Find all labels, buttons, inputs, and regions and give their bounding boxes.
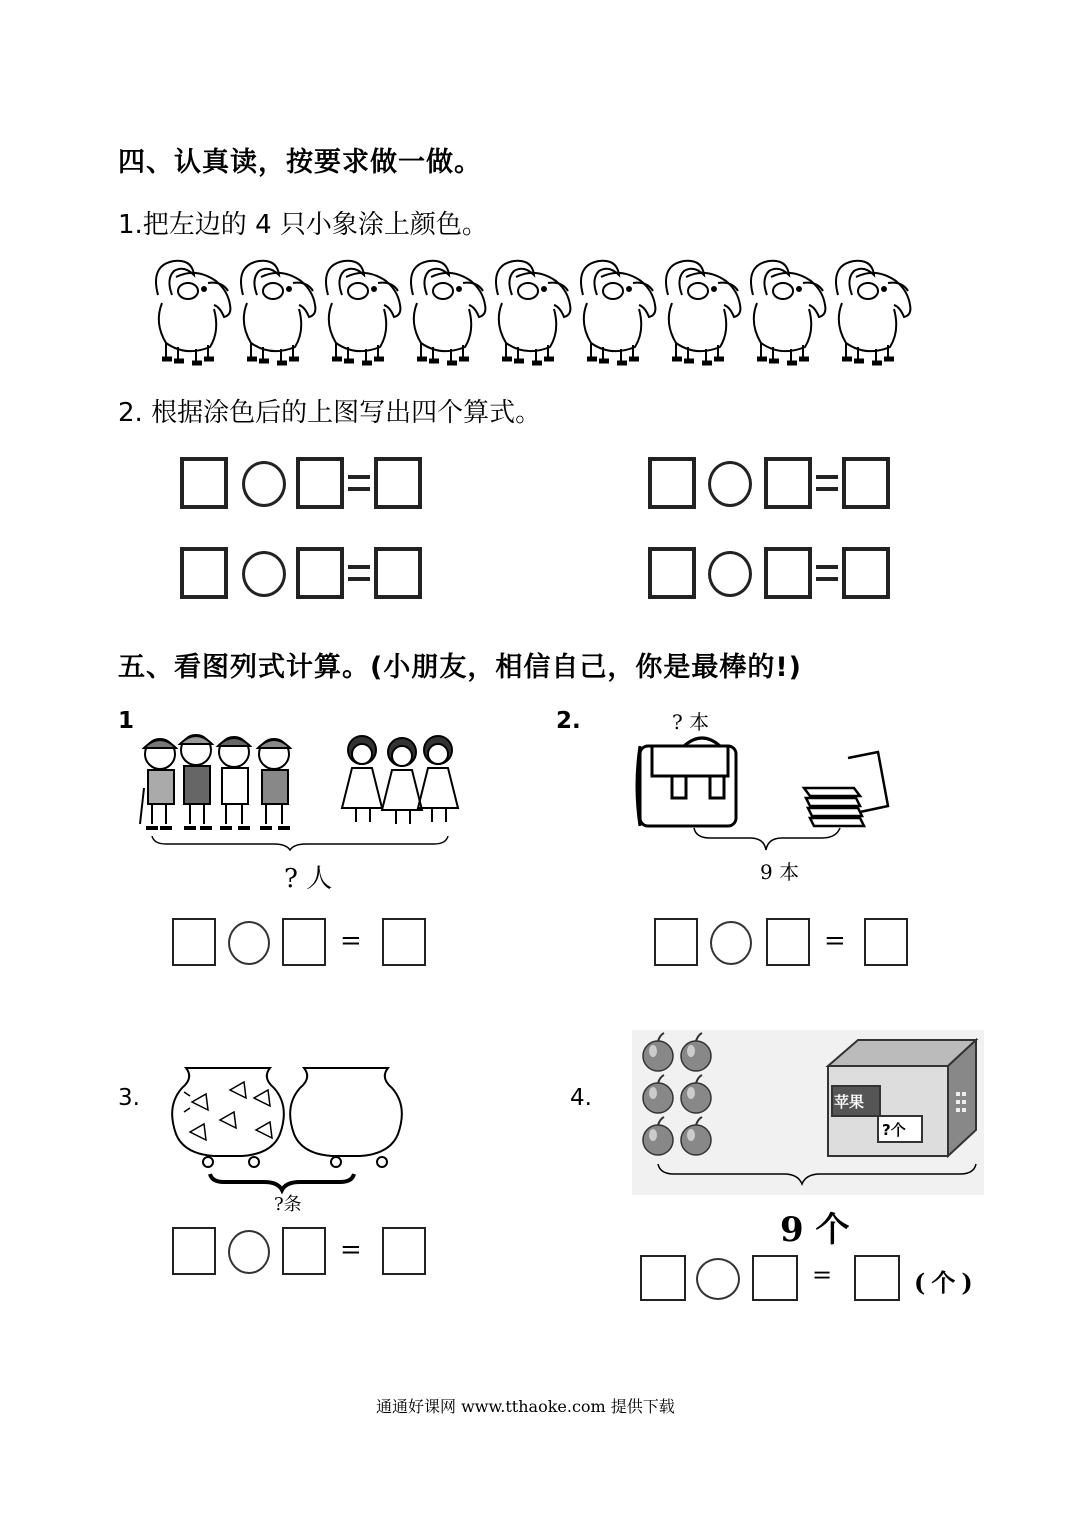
equals-bar-top (816, 475, 838, 479)
section-five-heading: 五、看图列式计算。(小朋友，相信自己，你是最棒的!) (118, 652, 802, 683)
answer-box[interactable] (382, 918, 426, 966)
apple-box-panel (632, 1030, 984, 1195)
box-tag-text: ?个 (882, 1121, 906, 1139)
box-illustration (632, 1030, 984, 1195)
equals-bar-bottom (816, 577, 838, 581)
answer-box[interactable] (172, 918, 216, 966)
question-two-text: 2. 根据涂色后的上图写出四个算式。 (118, 398, 542, 428)
operator-circle[interactable] (696, 1258, 740, 1300)
answer-box[interactable] (640, 1255, 686, 1301)
answer-box[interactable] (752, 1255, 798, 1301)
question-one-text: 1.把左边的 4 只小象涂上颜色。 (118, 210, 488, 240)
problem-four-label: 9 个 (780, 1210, 850, 1250)
elephant-icon[interactable] (836, 261, 910, 363)
operator-circle[interactable] (708, 551, 752, 597)
equation-row-4c (178, 545, 428, 601)
problem-four-number: 4. (570, 1085, 592, 1111)
answer-box[interactable] (282, 1227, 326, 1275)
equals-bar-bottom (348, 487, 370, 491)
elephant-icon[interactable] (241, 261, 315, 363)
operator-circle[interactable] (228, 1230, 270, 1274)
answer-box[interactable] (842, 547, 890, 599)
answer-box[interactable] (766, 918, 810, 966)
problem-three-label: ?条 (274, 1194, 302, 1215)
fish-bowls-illustration (168, 1062, 408, 1192)
answer-box[interactable] (180, 547, 228, 599)
elephant-icon[interactable] (666, 261, 740, 363)
elephant-row (148, 255, 918, 385)
equation-row-5-1 (172, 918, 432, 968)
box-label-text: 苹果 (834, 1093, 865, 1111)
children-illustration (130, 728, 470, 853)
answer-box[interactable] (854, 1255, 900, 1301)
unit-label: (个) (914, 1268, 979, 1297)
equals-sign: = (824, 926, 846, 956)
operator-circle[interactable] (708, 461, 752, 507)
section-four-heading: 四、认真读，按要求做一做。 (118, 147, 482, 178)
equals-bar-top (348, 475, 370, 479)
answer-box[interactable] (764, 547, 812, 599)
footer-text: 通通好课网 www.tthaoke.com 提供下载 (376, 1397, 675, 1416)
problem-two-number: 2. (556, 708, 581, 734)
equals-bar-bottom (348, 577, 370, 581)
elephant-icon[interactable] (496, 261, 570, 363)
equation-row-5-3 (172, 1227, 432, 1277)
answer-box[interactable] (296, 547, 344, 599)
answer-box[interactable] (648, 547, 696, 599)
answer-box[interactable] (764, 457, 812, 509)
equals-sign: = (340, 926, 362, 956)
problem-two-top-label: ? 本 (672, 710, 710, 734)
equation-row-4d (646, 545, 896, 601)
equals-bar-top (348, 565, 370, 569)
schoolbag-books-illustration (632, 728, 892, 856)
equation-row-5-4 (640, 1255, 1010, 1305)
problem-three-number: 3. (118, 1085, 140, 1111)
answer-box[interactable] (864, 918, 908, 966)
elephant-icon[interactable] (326, 261, 400, 363)
problem-one-number: 1 (118, 708, 135, 734)
answer-box[interactable] (842, 457, 890, 509)
problem-one-label: ? 人 (284, 864, 333, 894)
answer-box[interactable] (282, 918, 326, 966)
elephant-icon[interactable] (751, 261, 825, 363)
operator-circle[interactable] (228, 921, 270, 965)
answer-box[interactable] (654, 918, 698, 966)
problem-two-bottom-label: 9 本 (760, 860, 800, 884)
equation-row-5-2 (654, 918, 914, 968)
operator-circle[interactable] (242, 551, 286, 597)
equals-bar-bottom (816, 487, 838, 491)
elephant-icon[interactable] (156, 261, 230, 363)
equals-sign: = (340, 1235, 362, 1265)
answer-box[interactable] (374, 547, 422, 599)
equals-bar-top (816, 565, 838, 569)
answer-box[interactable] (296, 457, 344, 509)
answer-box[interactable] (180, 457, 228, 509)
equation-row-4b (646, 455, 896, 511)
elephant-illustrations (148, 255, 918, 385)
answer-box[interactable] (172, 1227, 216, 1275)
elephant-icon[interactable] (581, 261, 655, 363)
operator-circle[interactable] (242, 461, 286, 507)
elephant-icon[interactable] (411, 261, 485, 363)
operator-circle[interactable] (710, 921, 752, 965)
answer-box[interactable] (382, 1227, 426, 1275)
answer-box[interactable] (648, 457, 696, 509)
equation-row-4a (178, 455, 428, 511)
equals-sign: = (812, 1261, 833, 1289)
answer-box[interactable] (374, 457, 422, 509)
